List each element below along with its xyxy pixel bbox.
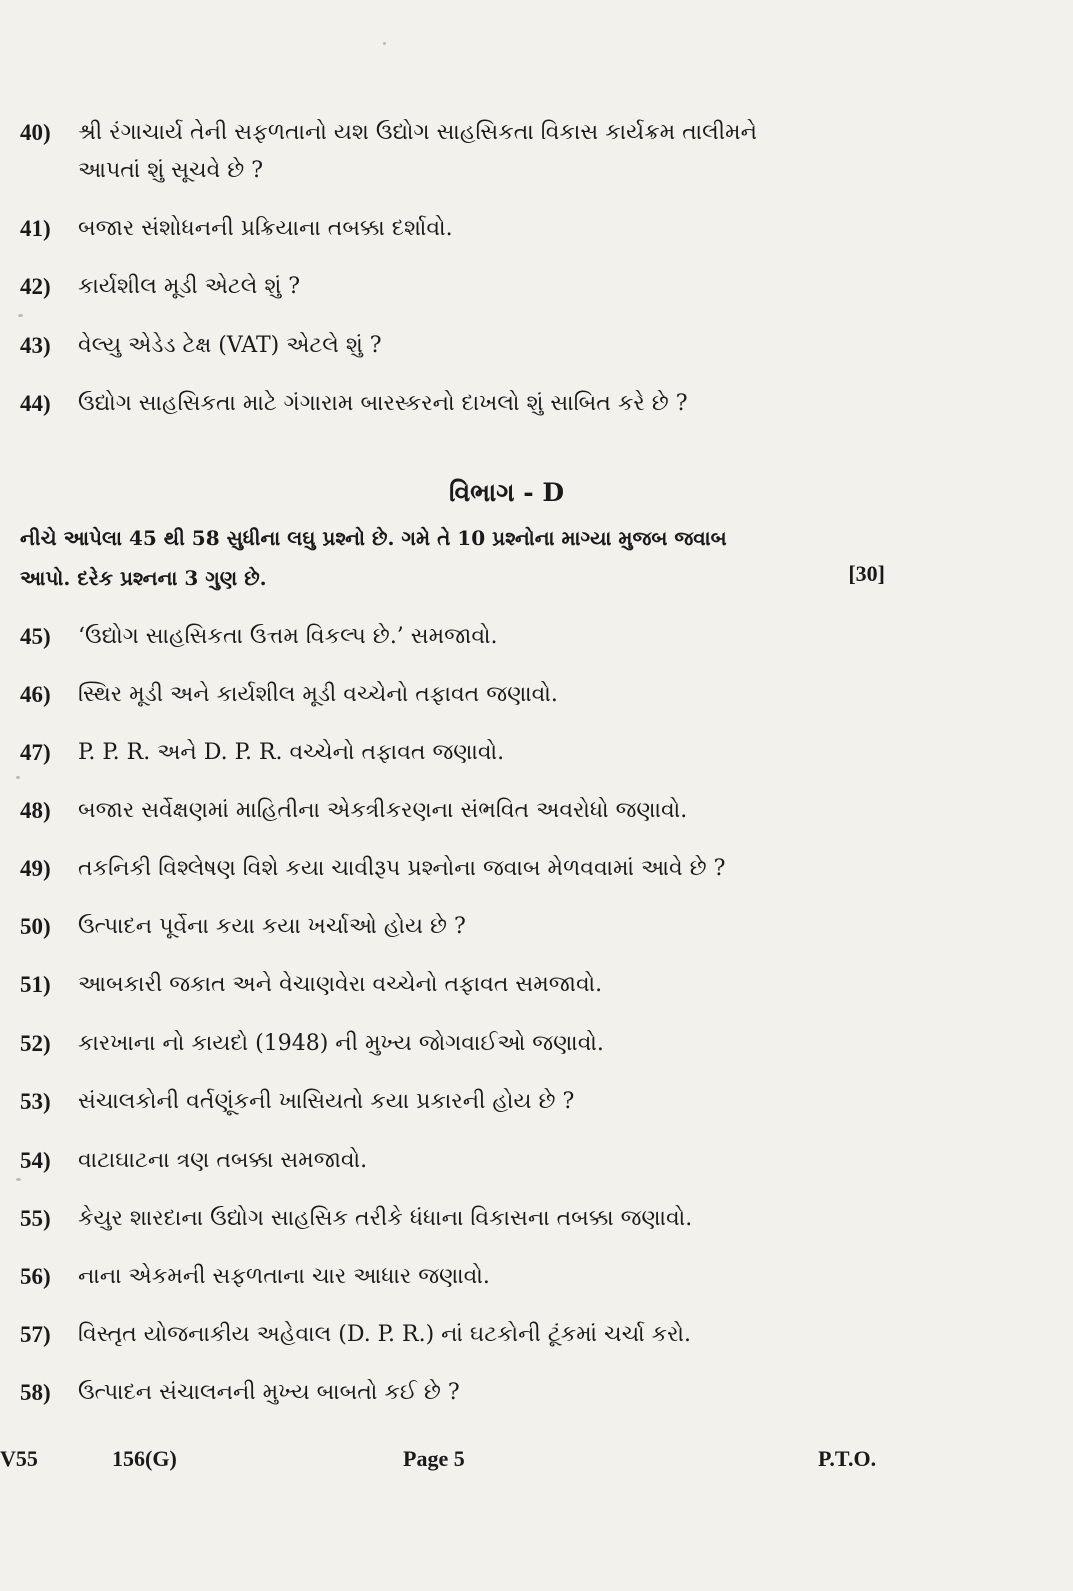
question-text: સંચાલકોની વર્તણૂંકની ખાસિયતો કયા પ્રકારની હોય છે ? bbox=[78, 1089, 575, 1114]
question-number: 49) bbox=[20, 856, 51, 881]
question-text: તકનિકી વિશ્લેષણ વિશે કયા ચાવીરૂપ પ્રશ્નોના જવાબ મેળવવામાં આવે છે ? bbox=[78, 856, 726, 881]
scan-speck bbox=[383, 42, 386, 45]
question-41 bbox=[20, 210, 980, 248]
question-text: કેયુર શારદાના ઉદ્યોગ સાહસિક તરીકે ધંધાના વિકાસના તબક્કા જણાવો. bbox=[78, 1206, 693, 1231]
question-number: 50) bbox=[20, 914, 51, 939]
question-text: નાના એકમની સફળતાના ચાર આધાર જણાવો. bbox=[78, 1264, 490, 1289]
footer-exam-code: V55 bbox=[0, 1446, 38, 1471]
instruction-line: નીચે આપેલા 45 થી 58 સુધીના લઘુ પ્રશ્નો છે. ગમે તે 10 પ્રશ્નોના માગ્યા મુજબ જવાબ bbox=[20, 526, 727, 550]
question-number: 52) bbox=[20, 1031, 51, 1056]
question-number: 44) bbox=[20, 391, 51, 416]
question-number: 42) bbox=[20, 274, 51, 299]
question-56 bbox=[20, 1258, 980, 1296]
question-number: 45) bbox=[20, 624, 51, 649]
question-51 bbox=[20, 966, 980, 1004]
question-text: P. P. R. અને D. P. R. વચ્ચેનો તફાવત જણાવો. bbox=[78, 740, 505, 765]
question-number: 55) bbox=[20, 1206, 51, 1231]
question-number: 41) bbox=[20, 216, 51, 241]
question-number: 47) bbox=[20, 740, 51, 765]
question-48 bbox=[20, 792, 980, 830]
question-52 bbox=[20, 1025, 980, 1063]
question-54 bbox=[20, 1142, 980, 1180]
question-text: આબકારી જકાત અને વેચાણવેરા વચ્ચેનો તફાવત સમજાવો. bbox=[78, 972, 603, 997]
question-57 bbox=[20, 1316, 980, 1354]
question-number: 56) bbox=[20, 1264, 51, 1289]
question-number: 53) bbox=[20, 1089, 51, 1114]
question-text: સ્થિર મૂડી અને કાર્યશીલ મૂડી વચ્ચેનો તફાવત જણાવો. bbox=[78, 682, 558, 707]
question-44 bbox=[20, 385, 980, 423]
question-58 bbox=[20, 1374, 980, 1412]
question-text: કાર્યશીલ મૂડી એટલે શું ? bbox=[78, 274, 301, 299]
question-number: 58) bbox=[20, 1380, 51, 1405]
question-number: 43) bbox=[20, 333, 51, 358]
question-40 bbox=[20, 114, 980, 190]
question-47 bbox=[20, 734, 980, 772]
question-text: વિસ્તૃત યોજનાકીય અહેવાલ (D. P. R.) નાં ઘટકોની ટૂંકમાં ચર્ચા કરો. bbox=[78, 1322, 692, 1347]
section-heading: વિભાગ - D bbox=[448, 478, 565, 507]
question-number: 46) bbox=[20, 682, 51, 707]
question-text: વેલ્યુ એડેડ ટેક્ષ (VAT) એટલે શું ? bbox=[78, 333, 382, 358]
section-marks: [30] bbox=[848, 561, 885, 586]
question-text: બજાર સંશોધનની પ્રક્રિયાના તબક્કા દર્શાવો. bbox=[78, 216, 453, 241]
question-text: વાટાઘાટના ત્રણ તબક્કા સમજાવો. bbox=[78, 1148, 368, 1173]
question-43 bbox=[20, 327, 980, 365]
question-text: ઉત્પાદન પૂર્વેના કયા કયા ખર્ચાઓ હોય છે ? bbox=[78, 914, 466, 939]
scan-speck bbox=[16, 776, 20, 779]
scan-speck bbox=[16, 1178, 21, 1181]
question-number: 51) bbox=[20, 972, 51, 997]
question-text: ઉત્પાદન સંચાલનની મુખ્ય બાબતો કઈ છે ? bbox=[78, 1380, 460, 1405]
question-45 bbox=[20, 618, 980, 656]
question-text: બજાર સર્વેક્ષણમાં માહિતીના એકત્રીકરણના સંભવિત અવરોધો જણાવો. bbox=[78, 798, 688, 823]
question-46 bbox=[20, 676, 980, 714]
question-55 bbox=[20, 1200, 980, 1238]
question-number: 54) bbox=[20, 1148, 51, 1173]
question-49 bbox=[20, 850, 980, 888]
question-text: ‘ઉદ્યોગ સાહસિકતા ઉત્તમ વિકલ્પ છે.’ સમજાવો. bbox=[78, 624, 498, 649]
footer-page-number: Page 5 bbox=[403, 1446, 465, 1471]
footer-pto: P.T.O. bbox=[818, 1446, 877, 1471]
question-50 bbox=[20, 908, 980, 946]
instruction-line: આપો. દરેક પ્રશ્નના 3 ગુણ છે. bbox=[20, 566, 267, 590]
question-text: શ્રી રંગાચાર્ય તેની સફળતાનો યશ ઉદ્યોગ સાહસિકતા વિકાસ કાર્યક્રમ તાલીમને આપતાં શું સૂચવે છે ? bbox=[78, 120, 757, 183]
footer-paper-code: 156(G) bbox=[112, 1446, 177, 1471]
question-42 bbox=[20, 268, 980, 306]
question-text: ઉદ્યોગ સાહસિકતા માટે ગંગારામ બારસ્કરનો દાખલો શું સાબિત કરે છે ? bbox=[78, 391, 688, 416]
question-53 bbox=[20, 1083, 980, 1121]
scan-speck bbox=[18, 314, 23, 317]
question-number: 57) bbox=[20, 1322, 51, 1347]
question-text: કારખાના નો કાયદો (1948) ની મુખ્ય જોગવાઈઓ જણાવો. bbox=[78, 1031, 604, 1056]
section-instructions bbox=[20, 518, 800, 598]
question-number: 40) bbox=[20, 120, 51, 145]
question-number: 48) bbox=[20, 798, 51, 823]
